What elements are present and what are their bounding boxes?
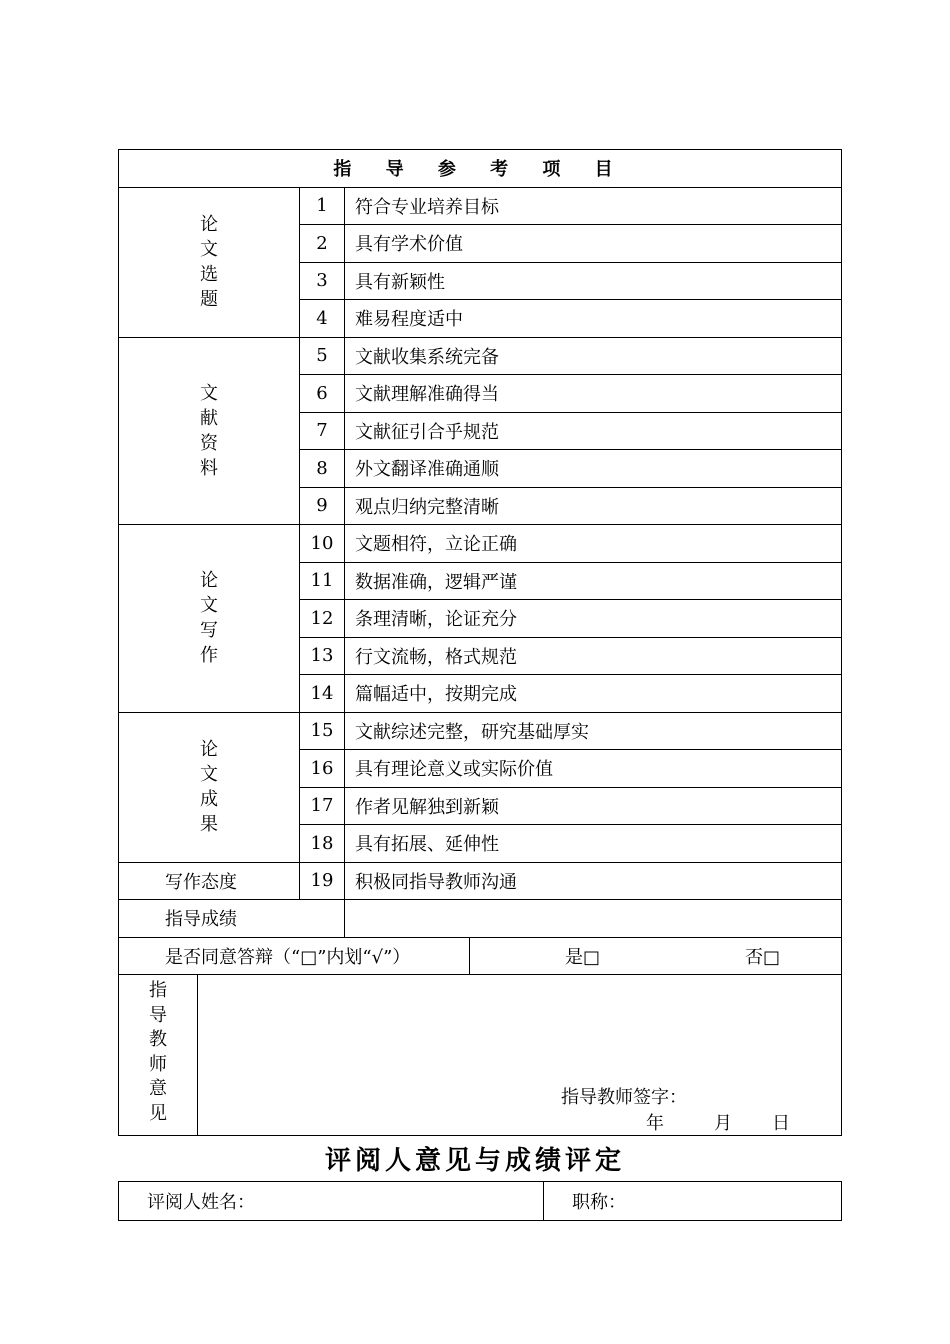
item-number: 10 (300, 525, 345, 563)
date-day: 日 (772, 1113, 790, 1134)
grade-row (119, 900, 842, 938)
reviewer-rank-field[interactable]: 职称： (544, 1182, 842, 1221)
item-number: 3 (300, 262, 345, 300)
defense-options (470, 937, 842, 975)
table-row (119, 712, 842, 750)
opinion-textarea[interactable] (198, 975, 842, 1136)
item-number: 8 (300, 450, 345, 488)
attitude-label: 写作态度 (119, 862, 300, 900)
item-number: 17 (300, 787, 345, 825)
item-text: 具有新颖性 (345, 262, 842, 300)
date-year: 年 (646, 1113, 664, 1134)
item-number: 6 (300, 375, 345, 413)
item-number: 1 (300, 187, 345, 225)
item-text: 行文流畅，格式规范 (345, 637, 842, 675)
grade-input[interactable] (345, 900, 842, 938)
item-number: 9 (300, 487, 345, 525)
reviewer-name-field[interactable]: 评阅人姓名： (119, 1182, 544, 1221)
item-number: 15 (300, 712, 345, 750)
item-text: 外文翻译准确通顺 (345, 450, 842, 488)
item-text: 条理清晰，论证充分 (345, 600, 842, 638)
item-number: 5 (300, 337, 345, 375)
item-number: 14 (300, 675, 345, 713)
signature-date (646, 1109, 790, 1135)
defense-label: 是否同意答辩（“□”内划“√”） (119, 937, 470, 975)
opinion-label: 指 导 教 师 意 见 (119, 975, 198, 1136)
item-text: 具有拓展、延伸性 (345, 825, 842, 863)
item-text: 文题相符，立论正确 (345, 525, 842, 563)
item-text: 作者见解独到新颖 (345, 787, 842, 825)
date-month: 月 (714, 1113, 732, 1134)
item-text: 观点归纳完整清晰 (345, 487, 842, 525)
item-text: 难易程度适中 (345, 300, 842, 338)
review-section-title: 评阅人意见与成绩评定 (324, 1146, 625, 1176)
item-text: 文献理解准确得当 (345, 375, 842, 413)
signature-label: 指导教师签字： (561, 1087, 687, 1108)
defense-no-checkbox[interactable]: 否□ (745, 946, 781, 968)
guidance-reference-table (118, 149, 842, 1136)
item-text: 符合专业培养目标 (345, 187, 842, 225)
item-text: 数据准确，逻辑严谨 (345, 562, 842, 600)
review-info-table (118, 1181, 842, 1221)
grade-label: 指导成绩 (119, 900, 345, 938)
table-header-title: 指 导 参 考 项 目 (119, 150, 842, 188)
table-row (119, 525, 842, 563)
category-literature: 文 献 资 料 (119, 337, 300, 525)
defense-row (119, 937, 842, 975)
item-text: 具有理论意义或实际价值 (345, 750, 842, 788)
opinion-row (119, 975, 842, 1136)
attitude-row (119, 862, 842, 900)
item-number: 13 (300, 637, 345, 675)
category-writing: 论 文 写 作 (119, 525, 300, 713)
item-text: 文献征引合乎规范 (345, 412, 842, 450)
item-number: 7 (300, 412, 345, 450)
defense-yes-checkbox[interactable]: 是□ (565, 946, 601, 968)
item-text: 文献综述完整，研究基础厚实 (345, 712, 842, 750)
item-number: 19 (300, 862, 345, 900)
table-row (119, 187, 842, 225)
item-text: 具有学术价值 (345, 225, 842, 263)
item-text: 积极同指导教师沟通 (345, 862, 842, 900)
category-results: 论 文 成 果 (119, 712, 300, 862)
item-number: 2 (300, 225, 345, 263)
item-number: 4 (300, 300, 345, 338)
item-text: 文献收集系统完备 (345, 337, 842, 375)
item-number: 16 (300, 750, 345, 788)
table-row (119, 337, 842, 375)
item-number: 11 (300, 562, 345, 600)
item-number: 12 (300, 600, 345, 638)
item-text: 篇幅适中，按期完成 (345, 675, 842, 713)
category-topic: 论 文 选 题 (119, 187, 300, 337)
item-number: 18 (300, 825, 345, 863)
